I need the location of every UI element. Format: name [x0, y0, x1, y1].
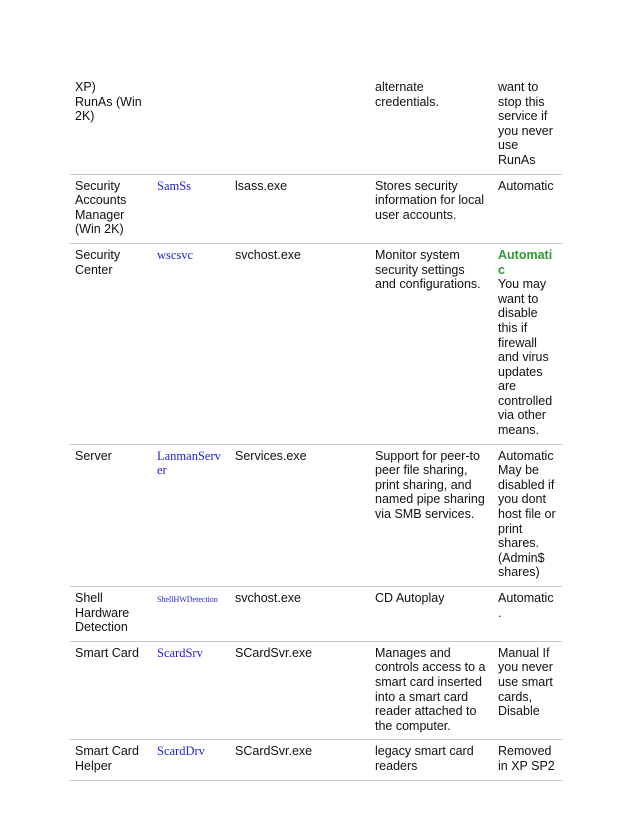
display-name-cell: [70, 243, 152, 444]
display-name-cell: [70, 78, 152, 174]
service-name-cell: [152, 78, 230, 174]
description-cell: Monitor system security settings and configurations.: [370, 243, 493, 444]
startup-note: You may want to disable this if firewall and virus updates are controlled via other means.: [498, 277, 553, 438]
display-name-line: (Win 2K): [75, 222, 124, 237]
display-name-cell: [70, 587, 152, 642]
startup-note: want to stop this service if you never use RunAs: [498, 80, 553, 167]
description-cell: Stores security information for local user accounts.: [370, 174, 493, 243]
display-name-line: Center: [75, 262, 113, 277]
startup-cell: [493, 444, 562, 586]
display-name-line: Smart Card: [75, 744, 139, 759]
executable-cell: svchost.exe: [230, 587, 370, 642]
display-name-cell: [70, 740, 152, 780]
display-name-line: Accounts: [75, 193, 127, 208]
description-cell: alternate credentials.: [370, 78, 493, 174]
display-name-line: Server: [75, 448, 112, 463]
executable-cell: SCardSvr.exe: [230, 641, 370, 740]
display-name-line: XP): [75, 80, 96, 94]
display-name-cell: [70, 444, 152, 586]
display-name-cell: [70, 641, 152, 740]
table-row: [70, 78, 562, 174]
table-row: [70, 641, 562, 740]
display-name-line: Manager: [75, 207, 125, 222]
executable-cell: [230, 78, 370, 174]
executable-cell: svchost.exe: [230, 243, 370, 444]
service-name-cell: ScardDrv: [152, 740, 230, 780]
display-name-line: Helper: [75, 758, 112, 773]
executable-cell: Services.exe: [230, 444, 370, 586]
display-name-line: 2K): [75, 109, 95, 124]
display-name-line: Security: [75, 247, 121, 262]
display-name-cell: [70, 174, 152, 243]
startup-note: Automatic.: [498, 591, 554, 620]
startup-cell: [493, 587, 562, 642]
description-cell: CD Autoplay: [370, 587, 493, 642]
display-name-line: RunAs (Win: [75, 94, 142, 109]
startup-cell: [493, 174, 562, 243]
table-row: [70, 243, 562, 444]
startup-cell: [493, 243, 562, 444]
startup-note: Automatic: [498, 178, 554, 193]
display-name-line: Hardware: [75, 605, 130, 620]
service-name-cell: LanmanServer: [152, 444, 230, 586]
display-name-line: Shell: [75, 591, 103, 605]
startup-note: Manual If you never use smart cards, Disable: [498, 645, 553, 719]
startup-cell: [493, 740, 562, 780]
startup-highlight: Automatic: [498, 247, 553, 277]
description-cell: Support for peer-to peer file sharing, print sharing, and named pipe sharing via SMB services.: [370, 444, 493, 586]
service-name-cell: [152, 587, 230, 642]
startup-note: Removed in XP SP2: [498, 744, 555, 773]
startup-note: Automatic May be disabled if you dont host file or print shares. (Admin$ shares): [498, 448, 556, 580]
table-row: [70, 587, 562, 642]
display-name-line: Detection: [75, 620, 128, 635]
table-row: [70, 740, 562, 780]
description-cell: legacy smart card readers: [370, 740, 493, 780]
service-name-cell: ScardSrv: [152, 641, 230, 740]
service-name-small: ShellHWDetection: [157, 595, 218, 604]
service-name-cell: wscsvc: [152, 243, 230, 444]
table-row: [70, 444, 562, 586]
startup-cell: [493, 78, 562, 174]
services-table: [70, 78, 562, 781]
executable-cell: lsass.exe: [230, 174, 370, 243]
display-name-line: Security: [75, 178, 121, 193]
startup-cell: [493, 641, 562, 740]
display-name-line: Smart Card: [75, 645, 139, 660]
executable-cell: SCardSvr.exe: [230, 740, 370, 780]
description-cell: Manages and controls access to a smart card inserted into a smart card reader attached to the computer.: [370, 641, 493, 740]
service-name-cell: SamSs: [152, 174, 230, 243]
table-row: [70, 174, 562, 243]
